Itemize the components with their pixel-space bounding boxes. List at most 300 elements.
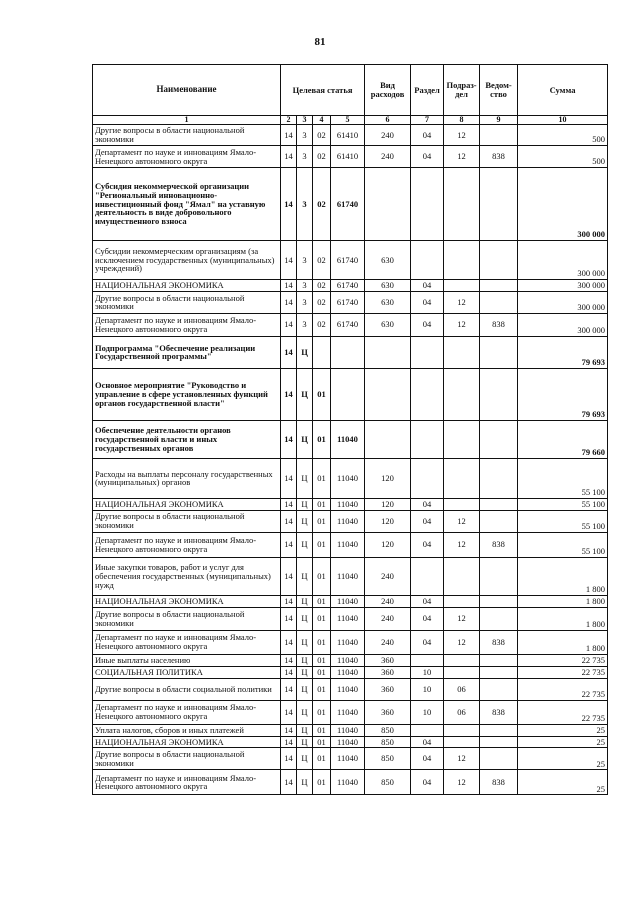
cell-direction: 11040: [331, 736, 365, 748]
cell-section: [411, 241, 444, 280]
cell-direction: 11040: [331, 770, 365, 795]
table-row: [93, 368, 608, 420]
table-row: [93, 748, 608, 770]
cell-section: 04: [411, 313, 444, 336]
cell-subsection: [444, 736, 480, 748]
cell-section: [411, 458, 444, 498]
cell-program: 14: [281, 736, 297, 748]
row-name: НАЦИОНАЛЬНАЯ ЭКОНОМИКА: [93, 498, 281, 510]
cell-subsection: 06: [444, 700, 480, 724]
cell-expense-type: 240: [365, 557, 411, 595]
cell-program: 14: [281, 770, 297, 795]
cell-expense-type: 360: [365, 678, 411, 700]
cell-department: [480, 291, 518, 313]
cell-section: 04: [411, 510, 444, 532]
cell-program: 14: [281, 241, 297, 280]
cell-direction: 11040: [331, 700, 365, 724]
cell-subsection: 12: [444, 125, 480, 146]
cell-direction: [331, 368, 365, 420]
cell-subprogram: 3: [297, 291, 313, 313]
cell-subsection: [444, 241, 480, 280]
cell-department: [480, 458, 518, 498]
cell-department: 838: [480, 313, 518, 336]
cell-measure: 01: [313, 510, 331, 532]
row-name: Департамент по науке и инновациям Ямало-Ненецкого автономного округа: [93, 630, 281, 654]
cell-subprogram: 3: [297, 313, 313, 336]
cell-department: [480, 736, 518, 748]
cell-subprogram: 3: [297, 241, 313, 280]
table-row: [93, 607, 608, 630]
cell-sum: 79 693: [518, 368, 608, 420]
cell-section: 04: [411, 146, 444, 168]
cell-sum: 55 100: [518, 532, 608, 557]
row-name: Департамент по науке и инновациям Ямало-Ненецкого автономного округа: [93, 770, 281, 795]
cell-section: [411, 168, 444, 241]
header-target: Целевая статья: [281, 65, 365, 116]
cell-section: 04: [411, 630, 444, 654]
cell-measure: 01: [313, 368, 331, 420]
cell-section: 10: [411, 678, 444, 700]
cell-program: 14: [281, 666, 297, 678]
cell-department: [480, 368, 518, 420]
cell-sum: 1 800: [518, 607, 608, 630]
cell-direction: 11040: [331, 510, 365, 532]
cell-subprogram: Ц: [297, 498, 313, 510]
cell-subsection: 12: [444, 291, 480, 313]
cell-subsection: [444, 557, 480, 595]
cell-expense-type: [365, 336, 411, 368]
cell-subprogram: Ц: [297, 510, 313, 532]
cell-section: 10: [411, 666, 444, 678]
cell-sum: 22 735: [518, 700, 608, 724]
cell-expense-type: 850: [365, 724, 411, 736]
row-name: Другие вопросы в области национальной экономики: [93, 291, 281, 313]
cell-program: 14: [281, 654, 297, 666]
cell-subprogram: Ц: [297, 532, 313, 557]
cell-subsection: 12: [444, 630, 480, 654]
cell-measure: [313, 336, 331, 368]
cell-subsection: [444, 595, 480, 607]
cell-program: 14: [281, 420, 297, 458]
cell-measure: 01: [313, 458, 331, 498]
cell-section: 04: [411, 125, 444, 146]
cell-direction: 11040: [331, 532, 365, 557]
column-number: 4: [313, 116, 331, 125]
cell-department: [480, 510, 518, 532]
cell-section: [411, 557, 444, 595]
table-row: [93, 654, 608, 666]
cell-direction: 11040: [331, 748, 365, 770]
cell-measure: 01: [313, 498, 331, 510]
cell-direction: 11040: [331, 630, 365, 654]
cell-sum: 79 660: [518, 420, 608, 458]
cell-measure: 01: [313, 678, 331, 700]
row-name: НАЦИОНАЛЬНАЯ ЭКОНОМИКА: [93, 280, 281, 292]
cell-subprogram: Ц: [297, 607, 313, 630]
cell-subprogram: Ц: [297, 770, 313, 795]
cell-measure: 02: [313, 313, 331, 336]
cell-department: [480, 678, 518, 700]
cell-expense-type: 240: [365, 146, 411, 168]
header-department: Ведом-ство: [480, 65, 518, 116]
cell-subsection: 12: [444, 532, 480, 557]
table-row: [93, 700, 608, 724]
cell-expense-type: 240: [365, 607, 411, 630]
cell-measure: 01: [313, 595, 331, 607]
cell-measure: 02: [313, 146, 331, 168]
cell-direction: 61740: [331, 168, 365, 241]
cell-subsection: [444, 168, 480, 241]
cell-direction: 61410: [331, 146, 365, 168]
column-number: 3: [297, 116, 313, 125]
cell-direction: 61740: [331, 313, 365, 336]
table-header-row: [93, 65, 608, 116]
cell-expense-type: 360: [365, 654, 411, 666]
table-row: [93, 630, 608, 654]
cell-department: [480, 280, 518, 292]
cell-program: 14: [281, 595, 297, 607]
cell-section: 04: [411, 280, 444, 292]
cell-program: 14: [281, 125, 297, 146]
row-name: Обеспечение деятельности органов государственной власти и иных государственных органов: [93, 420, 281, 458]
cell-sum: 300 000: [518, 280, 608, 292]
cell-direction: 11040: [331, 420, 365, 458]
cell-subsection: 12: [444, 607, 480, 630]
column-number: 7: [411, 116, 444, 125]
cell-subprogram: 3: [297, 168, 313, 241]
table-row: [93, 291, 608, 313]
cell-department: [480, 168, 518, 241]
cell-sum: 25: [518, 770, 608, 795]
cell-sum: 1 800: [518, 557, 608, 595]
cell-subprogram: Ц: [297, 458, 313, 498]
row-name: Департамент по науке и инновациям Ямало-Ненецкого автономного округа: [93, 313, 281, 336]
row-name: Подпрограмма "Обеспечение реализации Государственной программы": [93, 336, 281, 368]
cell-program: 14: [281, 532, 297, 557]
row-name: Субсидия некоммерческой организации "Региональный инновационно-инвестиционный фонд "Ямал" на уставную деятельность в виде добровольного имущественного взноса: [93, 168, 281, 241]
table-row: [93, 724, 608, 736]
cell-expense-type: 360: [365, 700, 411, 724]
cell-section: 04: [411, 770, 444, 795]
table-row: [93, 168, 608, 241]
cell-sum: 55 100: [518, 510, 608, 532]
cell-subsection: 12: [444, 748, 480, 770]
table-row: [93, 678, 608, 700]
column-number: 8: [444, 116, 480, 125]
cell-section: 04: [411, 595, 444, 607]
header-section: Раздел: [411, 65, 444, 116]
cell-sum: 300 000: [518, 241, 608, 280]
cell-section: [411, 368, 444, 420]
cell-direction: 61740: [331, 280, 365, 292]
cell-expense-type: [365, 368, 411, 420]
cell-department: [480, 748, 518, 770]
cell-subprogram: 3: [297, 125, 313, 146]
cell-measure: 01: [313, 748, 331, 770]
cell-expense-type: 120: [365, 458, 411, 498]
cell-section: [411, 654, 444, 666]
cell-program: 14: [281, 168, 297, 241]
row-name: Расходы на выплаты персоналу государственных (муниципальных) органов: [93, 458, 281, 498]
table-row: [93, 125, 608, 146]
cell-sum: 1 800: [518, 630, 608, 654]
cell-section: 04: [411, 748, 444, 770]
cell-sum: 500: [518, 146, 608, 168]
column-number: 5: [331, 116, 365, 125]
header-expense-type: Вид расходов: [365, 65, 411, 116]
cell-direction: 61740: [331, 241, 365, 280]
cell-department: [480, 241, 518, 280]
cell-program: 14: [281, 313, 297, 336]
cell-subsection: 06: [444, 678, 480, 700]
cell-measure: 02: [313, 291, 331, 313]
row-name: Другие вопросы в области национальной экономики: [93, 125, 281, 146]
cell-subprogram: Ц: [297, 336, 313, 368]
row-name: Департамент по науке и инновациям Ямало-Ненецкого автономного округа: [93, 532, 281, 557]
cell-program: 14: [281, 724, 297, 736]
cell-expense-type: 630: [365, 280, 411, 292]
cell-sum: 1 800: [518, 595, 608, 607]
cell-measure: 02: [313, 168, 331, 241]
cell-direction: 11040: [331, 557, 365, 595]
table-body: [93, 125, 608, 795]
cell-measure: 01: [313, 724, 331, 736]
cell-sum: 25: [518, 736, 608, 748]
table-row: [93, 241, 608, 280]
cell-sum: 79 693: [518, 336, 608, 368]
cell-direction: 11040: [331, 678, 365, 700]
cell-subsection: [444, 654, 480, 666]
row-name: Департамент по науке и инновациям Ямало-Ненецкого автономного округа: [93, 700, 281, 724]
cell-measure: 01: [313, 736, 331, 748]
cell-program: 14: [281, 368, 297, 420]
cell-program: 14: [281, 748, 297, 770]
cell-expense-type: 850: [365, 770, 411, 795]
column-number: 10: [518, 116, 608, 125]
cell-department: [480, 607, 518, 630]
cell-section: 10: [411, 700, 444, 724]
cell-section: 04: [411, 291, 444, 313]
cell-program: 14: [281, 280, 297, 292]
table-row: [93, 557, 608, 595]
cell-subprogram: Ц: [297, 748, 313, 770]
cell-sum: 22 735: [518, 666, 608, 678]
row-name: Основное мероприятие "Руководство и управление в сфере установленных функций органов государственной власти": [93, 368, 281, 420]
table-row: [93, 280, 608, 292]
cell-expense-type: 630: [365, 291, 411, 313]
cell-department: [480, 666, 518, 678]
cell-section: 04: [411, 498, 444, 510]
cell-direction: 11040: [331, 666, 365, 678]
cell-program: 14: [281, 336, 297, 368]
cell-measure: 01: [313, 770, 331, 795]
header-subsection: Подраз-дел: [444, 65, 480, 116]
cell-subprogram: Ц: [297, 368, 313, 420]
row-name: Уплата налогов, сборов и иных платежей: [93, 724, 281, 736]
cell-program: 14: [281, 700, 297, 724]
header-name: Наименование: [93, 65, 281, 116]
column-number: 6: [365, 116, 411, 125]
cell-program: 14: [281, 510, 297, 532]
cell-direction: 11040: [331, 458, 365, 498]
cell-subprogram: 3: [297, 146, 313, 168]
cell-measure: 01: [313, 532, 331, 557]
cell-expense-type: 850: [365, 748, 411, 770]
cell-subprogram: Ц: [297, 666, 313, 678]
cell-department: [480, 420, 518, 458]
cell-department: 838: [480, 630, 518, 654]
table-row: [93, 420, 608, 458]
cell-subsection: [444, 724, 480, 736]
cell-subprogram: Ц: [297, 724, 313, 736]
cell-subsection: [444, 420, 480, 458]
row-name: Другие вопросы в области национальной экономики: [93, 748, 281, 770]
row-name: Департамент по науке и инновациям Ямало-Ненецкого автономного округа: [93, 146, 281, 168]
cell-subprogram: 3: [297, 280, 313, 292]
cell-subprogram: Ц: [297, 630, 313, 654]
cell-sum: 55 100: [518, 498, 608, 510]
row-name: Субсидии некоммерческим организациям (за исключением государственных (муниципальных) учреждений): [93, 241, 281, 280]
cell-section: 04: [411, 532, 444, 557]
table-row: [93, 498, 608, 510]
cell-direction: 11040: [331, 498, 365, 510]
cell-program: 14: [281, 678, 297, 700]
cell-subsection: [444, 498, 480, 510]
cell-sum: 25: [518, 748, 608, 770]
cell-expense-type: 630: [365, 241, 411, 280]
row-name: СОЦИАЛЬНАЯ ПОЛИТИКА: [93, 666, 281, 678]
cell-subprogram: Ц: [297, 420, 313, 458]
cell-direction: 11040: [331, 724, 365, 736]
cell-program: 14: [281, 146, 297, 168]
row-name: НАЦИОНАЛЬНАЯ ЭКОНОМИКА: [93, 595, 281, 607]
cell-direction: 11040: [331, 595, 365, 607]
table-row: [93, 532, 608, 557]
cell-program: 14: [281, 630, 297, 654]
cell-measure: 01: [313, 557, 331, 595]
row-name: НАЦИОНАЛЬНАЯ ЭКОНОМИКА: [93, 736, 281, 748]
cell-expense-type: 120: [365, 498, 411, 510]
cell-measure: 01: [313, 666, 331, 678]
cell-department: [480, 595, 518, 607]
cell-direction: [331, 336, 365, 368]
cell-expense-type: 240: [365, 630, 411, 654]
cell-expense-type: 120: [365, 510, 411, 532]
row-name: Другие вопросы в области национальной экономики: [93, 607, 281, 630]
cell-section: 04: [411, 607, 444, 630]
cell-department: 838: [480, 770, 518, 795]
cell-direction: 61410: [331, 125, 365, 146]
table-row: [93, 458, 608, 498]
cell-program: 14: [281, 557, 297, 595]
cell-subsection: 12: [444, 146, 480, 168]
table-row: [93, 146, 608, 168]
cell-department: [480, 125, 518, 146]
cell-subsection: [444, 458, 480, 498]
row-name: Иные закупки товаров, работ и услуг для обеспечения государственных (муниципальных) нужд: [93, 557, 281, 595]
cell-section: 04: [411, 736, 444, 748]
cell-sum: 500: [518, 125, 608, 146]
cell-expense-type: 630: [365, 313, 411, 336]
table-row: [93, 770, 608, 795]
cell-subprogram: Ц: [297, 654, 313, 666]
budget-table: [92, 64, 608, 795]
cell-program: 14: [281, 291, 297, 313]
cell-measure: 02: [313, 241, 331, 280]
cell-subprogram: Ц: [297, 595, 313, 607]
cell-measure: 01: [313, 654, 331, 666]
row-name: Иные выплаты населению: [93, 654, 281, 666]
cell-subsection: [444, 666, 480, 678]
cell-department: 838: [480, 700, 518, 724]
cell-expense-type: [365, 168, 411, 241]
cell-section: [411, 724, 444, 736]
cell-expense-type: 240: [365, 595, 411, 607]
cell-department: [480, 654, 518, 666]
cell-section: [411, 420, 444, 458]
cell-sum: 300 000: [518, 168, 608, 241]
cell-direction: 11040: [331, 607, 365, 630]
table-row: [93, 313, 608, 336]
page-number: 81: [314, 36, 326, 48]
cell-subsection: [444, 336, 480, 368]
cell-sum: 300 000: [518, 291, 608, 313]
cell-expense-type: 360: [365, 666, 411, 678]
cell-subprogram: Ц: [297, 678, 313, 700]
cell-direction: 11040: [331, 654, 365, 666]
cell-department: [480, 498, 518, 510]
cell-department: [480, 336, 518, 368]
cell-expense-type: 240: [365, 125, 411, 146]
cell-sum: 25: [518, 724, 608, 736]
table-row: [93, 736, 608, 748]
cell-measure: 01: [313, 420, 331, 458]
table-row: [93, 336, 608, 368]
table-row: [93, 666, 608, 678]
cell-department: 838: [480, 146, 518, 168]
cell-subsection: 12: [444, 313, 480, 336]
cell-measure: 01: [313, 700, 331, 724]
cell-expense-type: 850: [365, 736, 411, 748]
row-name: Другие вопросы в области социальной политики: [93, 678, 281, 700]
cell-subsection: [444, 280, 480, 292]
cell-sum: 22 735: [518, 654, 608, 666]
cell-sum: 300 000: [518, 313, 608, 336]
column-number: 2: [281, 116, 297, 125]
cell-subprogram: Ц: [297, 736, 313, 748]
cell-subprogram: Ц: [297, 700, 313, 724]
cell-section: [411, 336, 444, 368]
cell-expense-type: [365, 420, 411, 458]
cell-subsection: [444, 368, 480, 420]
cell-subprogram: Ц: [297, 557, 313, 595]
cell-direction: 61740: [331, 291, 365, 313]
cell-department: 838: [480, 532, 518, 557]
cell-sum: 22 735: [518, 678, 608, 700]
header-sum: Сумма: [518, 65, 608, 116]
cell-measure: 02: [313, 125, 331, 146]
cell-program: 14: [281, 498, 297, 510]
cell-subsection: 12: [444, 510, 480, 532]
cell-expense-type: 120: [365, 532, 411, 557]
table-row: [93, 595, 608, 607]
table-row: [93, 510, 608, 532]
cell-department: [480, 724, 518, 736]
cell-measure: 01: [313, 630, 331, 654]
cell-program: 14: [281, 458, 297, 498]
cell-sum: 55 100: [518, 458, 608, 498]
row-name: Другие вопросы в области национальной экономики: [93, 510, 281, 532]
